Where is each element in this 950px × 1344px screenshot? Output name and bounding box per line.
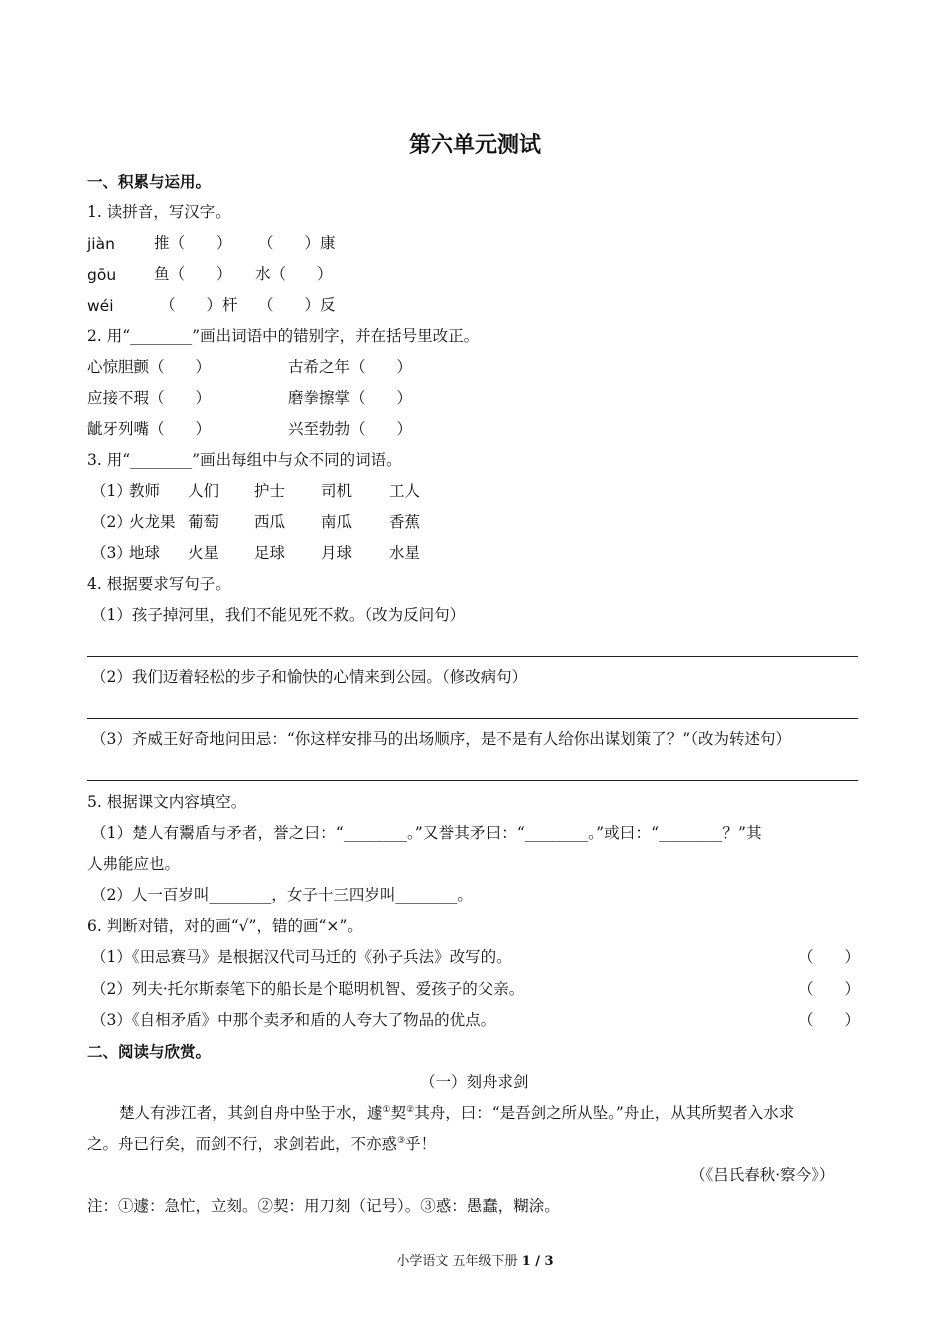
- q3-word: 人们: [188, 482, 220, 500]
- answer-line[interactable]: [87, 780, 858, 781]
- section-1-heading: 一、积累与运用。: [87, 172, 212, 191]
- q4-item-2: （2）我们迈着轻松的步子和愉快的心情来到公园。（修改病句）: [91, 668, 528, 686]
- q2-item-2b: 磨拳擦掌（ ）: [288, 389, 413, 407]
- q1-blank-1b: （ ）康: [258, 234, 336, 252]
- q3-group-label: （1）: [91, 482, 132, 500]
- q3-group-label: （2）: [91, 513, 132, 531]
- q6-item-2: （2）列夫·托尔斯泰笔下的船长是个聪明机智、爱孩子的父亲。: [91, 980, 525, 998]
- q1-pinyin-1: jiàn: [87, 235, 115, 253]
- answer-line[interactable]: [87, 718, 858, 719]
- q2-item-2a: 应接不瑕（ ）: [87, 389, 212, 407]
- q2-item-3a: 龇牙列嘴（ ）: [87, 420, 212, 438]
- q3-word: 火龙果: [129, 513, 176, 531]
- q3-group-label: （3）: [91, 544, 132, 562]
- q5-item-1-line-2: 人弗能应也。: [87, 855, 181, 873]
- q2-item-1a: 心惊胆颤（ ）: [87, 358, 212, 376]
- q6-item-1: （1）《田忌赛马》是根据汉代司马迁的《孙子兵法》改写的。: [91, 948, 512, 966]
- q2-item-3b: 兴至勃勃（ ）: [288, 420, 413, 438]
- q1-blank-2b: 水（ ）: [255, 265, 333, 283]
- q3-word: 护士: [254, 482, 286, 500]
- q1-stem: 1. 读拼音，写汉字。: [87, 203, 231, 221]
- q3-word: 葡萄: [188, 513, 220, 531]
- q1-blank-3b: （ ）反: [258, 296, 336, 314]
- q2-stem: 2. 用“________”画出词语中的错别字，并在括号里改正。: [87, 327, 480, 345]
- section-2-heading: 二、阅读与欣赏。: [87, 1042, 212, 1061]
- passage-source: （《吕氏春秋·察今》）: [690, 1166, 835, 1184]
- q5-item-2: （2）人一百岁叫________，女子十三四岁叫________。: [91, 886, 473, 904]
- q3-word: 南瓜: [321, 513, 353, 531]
- q3-word: 火星: [188, 544, 220, 562]
- q5-stem: 5. 根据课文内容填空。: [87, 793, 247, 811]
- q1-pinyin-3: wéi: [87, 297, 114, 315]
- passage-title: （一）刻舟求剑: [420, 1073, 529, 1091]
- page-footer: 小学语文 五年级下册 1 / 3: [396, 1254, 554, 1269]
- q1-blank-3a: （ ）杆: [160, 296, 238, 314]
- q1-blank-2a: 鱼（ ）: [154, 265, 232, 283]
- answer-line[interactable]: [87, 656, 858, 657]
- q1-pinyin-2: gōu: [87, 266, 117, 284]
- q3-word: 教师: [129, 482, 161, 500]
- q6-answer-box[interactable]: （ ）: [798, 980, 861, 998]
- q4-item-1: （1）孩子掉河里，我们不能见死不救。（改为反问句）: [91, 606, 466, 624]
- passage-line-2: 之。舟已行矣，而剑不行，求剑若此，不亦惑③乎！: [87, 1135, 437, 1153]
- q3-word: 工人: [389, 482, 421, 500]
- q3-word: 司机: [321, 482, 353, 500]
- q4-stem: 4. 根据要求写句子。: [87, 575, 231, 593]
- q6-answer-box[interactable]: （ ）: [798, 948, 861, 966]
- q4-item-3: （3）齐威王好奇地问田忌：“你这样安排马的出场顺序，是不是有人给你出谋划策了？”（改为转述句）: [91, 730, 791, 748]
- q2-item-1b: 古希之年（ ）: [288, 358, 413, 376]
- q1-blank-1a: 推（ ）: [154, 234, 232, 252]
- passage-line-1: 楚人有涉江者，其剑自舟中坠于水，遽①契②其舟，曰：“是吾剑之所从坠。”舟止，从其所契者入水求: [119, 1104, 795, 1122]
- q6-item-3: （3）《自相矛盾》中那个卖矛和盾的人夸大了物品的优点。: [91, 1011, 497, 1029]
- q3-word: 香蕉: [389, 513, 421, 531]
- q5-item-1-line-1: （1）楚人有鬻盾与矛者，誉之曰：“________。”又誉其矛曰：“________。”或曰：“________？”其: [91, 824, 762, 842]
- passage-notes: 注：①遽：急忙，立刻。②契：用刀刻（记号）。③惑：愚蠢，糊涂。: [87, 1197, 560, 1215]
- q3-stem: 3. 用“________”画出每组中与众不同的词语。: [87, 451, 402, 469]
- q3-word: 地球: [129, 544, 161, 562]
- q3-word: 足球: [254, 544, 286, 562]
- q3-word: 月球: [321, 544, 353, 562]
- q6-answer-box[interactable]: （ ）: [798, 1011, 861, 1029]
- q6-stem: 6. 判断对错，对的画“√”，错的画“×”。: [87, 917, 363, 935]
- page-title: 第六单元测试: [408, 132, 541, 158]
- q3-word: 西瓜: [254, 513, 286, 531]
- q3-word: 水星: [389, 544, 421, 562]
